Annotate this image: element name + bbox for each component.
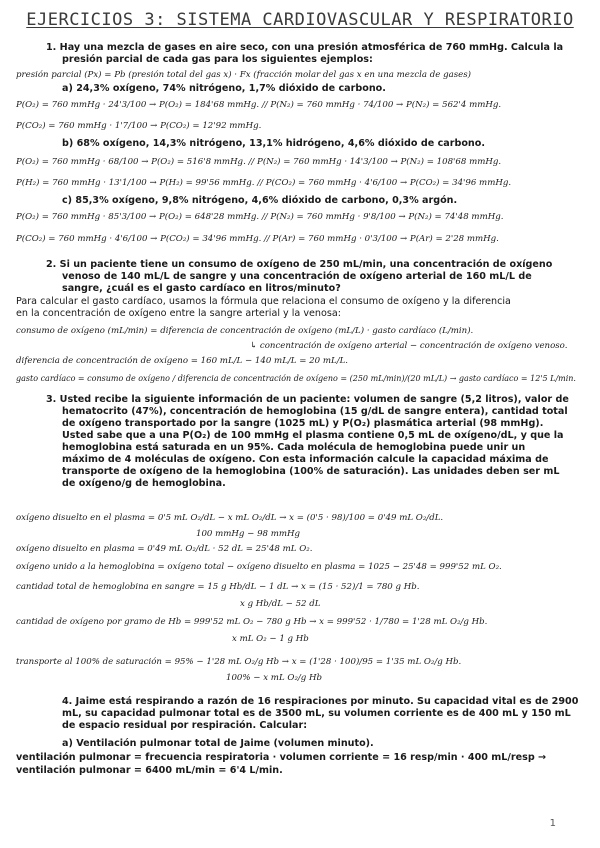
text-line-18: ↳ concentración de oxígeno arterial − concentración de oxígeno venoso. [250, 341, 568, 351]
text-line-7: P(O₂) = 760 mmHg · 68/100 → P(O₂) = 516'8 mmHg. // P(N₂) = 760 mmHg · 14'3/100 → P(N₂) = 108'68 mmHg. [16, 157, 502, 167]
text-line-41: de espacio residual por respiración. Calcular: [62, 720, 308, 731]
text-line-43: ventilación pulmonar = frecuencia respiratoria · volumen corriente = 16 resp/min · 400 mL/resp → [16, 752, 547, 763]
text-line-24: Usted sabe que a una P(O₂) de 100 mmHg el plasma contiene 0,5 mL de oxígeno/dL, y que la [62, 430, 564, 441]
text-line-10: P(O₂) = 760 mmHg · 85'3/100 → P(O₂) = 648'28 mmHg. // P(N₂) = 760 mmHg · 9'8/100 → P(N₂) = 74'48 mmHg. [16, 212, 504, 222]
text-line-28: de oxígeno/g de hemoglobina. [62, 478, 226, 489]
text-line-4: P(O₂) = 760 mmHg · 24'3/100 → P(O₂) = 184'68 mmHg. // P(N₂) = 760 mmHg · 74/100 → P(N₂) = 562'4 mmHg. [16, 100, 502, 110]
text-line-13: venoso de 140 mL/L de sangre y una concentración de oxígeno arterial de 160 mL/L de [62, 271, 532, 282]
text-line-16: en la concentración de oxígeno entre la sangre arterial y la venosa: [16, 308, 341, 319]
text-line-19: diferencia de concentración de oxígeno = 160 mL/L − 140 mL/L = 20 mL/L. [16, 356, 349, 366]
text-line-30: 100 mmHg − 98 mmHg [196, 529, 301, 539]
text-line-9: c) 85,3% oxígeno, 9,8% nitrógeno, 4,6% dióxido de carbono, 0,3% argón. [62, 195, 458, 206]
text-line-3: a) 24,3% oxígeno, 74% nitrógeno, 1,7% dióxido de carbono. [62, 83, 386, 94]
text-line-31: oxígeno disuelto en plasma = 0'49 mL O₂/dL · 52 dL = 25'48 mL O₂. [16, 544, 313, 554]
text-line-40: mL, su capacidad pulmonar total es de 3500 mL, su volumen corriente es de 400 mL y 150 mL [62, 708, 571, 719]
text-line-26: máximo de 4 moléculas de oxígeno. Con esta información calcule la capacidad máxima de [62, 454, 549, 465]
page-number: 1 [549, 818, 556, 829]
text-line-44: ventilación pulmonar = 6400 mL/min = 6'4 L/min. [16, 765, 283, 776]
text-line-32: oxígeno unido a la hemoglobina = oxígeno total − oxígeno disuelto en plasma = 1025 − 25'48 = 999'52 mL O₂. [16, 562, 502, 572]
text-line-2: presión parcial (Px) = Pb (presión total del gas x) · Fx (fracción molar del gas x en una mezcla de gases) [16, 70, 471, 80]
text-line-11: P(CO₂) = 760 mmHg · 4'6/100 → P(CO₂) = 34'96 mmHg. // P(Ar) = 760 mmHg · 0'3/100 → P(Ar) = 2'28 mmHg. [16, 234, 499, 244]
text-line-1: presión parcial de cada gas para los siguientes ejemplos: [62, 54, 373, 65]
text-line-39: 4. Jaime está respirando a razón de 16 respiraciones por minuto. Su capacidad vital es de 2900 [62, 696, 579, 707]
text-line-22: hematocrito (47%), concentración de hemoglobina (15 g/dL de sangre entera), cantidad total [62, 406, 568, 417]
text-line-20: gasto cardíaco = consumo de oxígeno / diferencia de concentración de oxígeno = (250 mL/min)/(20 mL/L) → gasto cardíaco = 12'5 L/min. [16, 374, 576, 383]
text-line-14: sangre, ¿cuál es el gasto cardíaco en litros/minuto? [62, 283, 341, 294]
text-line-23: de oxígeno transportado por la sangre (1025 mL) y P(O₂) plasmática arterial (98 mmHg). [62, 418, 544, 429]
text-line-33: cantidad total de hemoglobina en sangre = 15 g Hb/dL − 1 dL → x = (15 · 52)/1 = 780 g Hb. [16, 582, 420, 592]
text-line-42: a) Ventilación pulmonar total de Jaime (volumen minuto). [62, 738, 374, 749]
text-line-36: x mL O₂ − 1 g Hb [232, 634, 309, 644]
text-line-25: hemoglobina está saturada en un 95%. Cada molécula de hemoglobina puede unir un [62, 442, 526, 453]
text-line-38: 100% − x mL O₂/g Hb [226, 673, 323, 683]
text-line-17: consumo de oxígeno (mL/min) = diferencia de concentración de oxígeno (mL/L) · gasto cardíaco (L/min). [16, 326, 474, 336]
text-line-35: cantidad de oxígeno por gramo de Hb = 999'52 mL O₂ − 780 g Hb → x = 999'52 · 1/780 = 1'28 mL O₂/g Hb. [16, 617, 488, 627]
text-line-27: transporte de oxígeno de la hemoglobina (100% de saturación). Las unidades deben ser mL [62, 466, 560, 477]
text-line-8: P(H₂) = 760 mmHg · 13'1/100 → P(H₂) = 99'56 mmHg. // P(CO₂) = 760 mmHg · 4'6/100 → P(CO₂) = 34'96 mmHg. [16, 178, 512, 188]
page-title: EJERCICIOS 3: SISTEMA CARDIOVASCULAR Y RESPIRATORIO [26, 10, 574, 30]
text-line-5: P(CO₂) = 760 mmHg · 1'7/100 → P(CO₂) = 12'92 mmHg. [16, 121, 262, 131]
text-line-6: b) 68% oxígeno, 14,3% nitrógeno, 13,1% hidrógeno, 4,6% dióxido de carbono. [62, 138, 485, 149]
text-line-29: oxígeno disuelto en el plasma = 0'5 mL O₂/dL − x mL O₂/dL → x = (0'5 · 98)/100 = 0'49 mL O₂/dL. [16, 513, 444, 523]
text-line-21: 3. Usted recibe la siguiente información de un paciente: volumen de sangre (5,2 litros), valor de [46, 394, 569, 405]
text-line-34: x g Hb/dL − 52 dL [240, 599, 321, 609]
text-line-37: transporte al 100% de saturación = 95% − 1'28 mL O₂/g Hb → x = (1'28 · 100)/95 = 1'35 mL O₂/g Hb. [16, 657, 462, 667]
text-line-0: 1. Hay una mezcla de gases en aire seco, con una presión atmosférica de 760 mmHg. Calcula la [46, 42, 564, 53]
text-line-12: 2. Si un paciente tiene un consumo de oxígeno de 250 mL/min, una concentración de oxígeno [46, 259, 553, 270]
text-line-15: Para calcular el gasto cardíaco, usamos la fórmula que relaciona el consumo de oxígeno y la diferencia [16, 296, 511, 307]
